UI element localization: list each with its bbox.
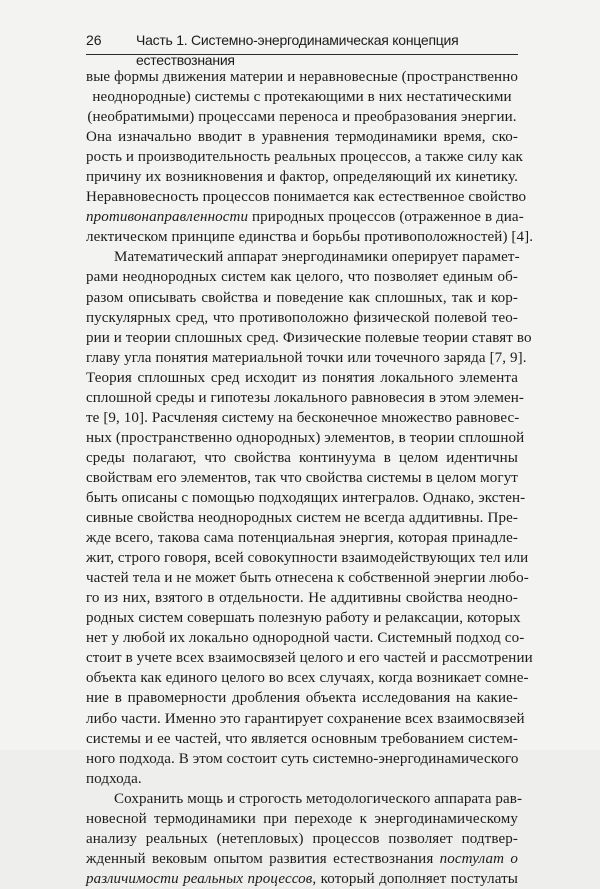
text-line: Неравновесность процессов понимается как естественное свойство <box>86 189 527 206</box>
text-line: Математический аппарат энергодинамики оперирует парамет- <box>114 249 520 266</box>
italic-term: различимости реальных процессов <box>86 870 313 887</box>
text-line: объекта как единого целого во всех случаях, когда возникает сомне- <box>86 670 529 687</box>
text-line: рость и производительность реальных процессов, а также силу как <box>86 149 523 166</box>
text-segment: природных процессов (отраженное в диа- <box>248 209 524 226</box>
text-line <box>86 849 518 869</box>
text-segment: жденный вековым опытом развития естествознания <box>86 850 440 867</box>
text-line: родных систем совершать полезную работу и релаксации, которых <box>86 610 521 627</box>
running-header <box>86 28 518 68</box>
text-line: анализу реальных (нетепловых) процессов позволяет подтвер- <box>86 830 518 847</box>
text-line: сивные свойства неоднородных систем не всегда аддитивны. Пре- <box>86 510 518 527</box>
text-line: жде всего, такова сама потенциальная энергия, которая принадле- <box>86 530 518 547</box>
text-line: свойствам его элементов, так что свойства системы в целом могут <box>86 469 518 486</box>
text-line: ние в правомерности дробления объекта исследования на какие- <box>86 690 518 707</box>
text-line: новесной термодинамики при переходе к энергодинамическому <box>86 810 518 827</box>
text-line: Сохранить мощь и строгость методологического аппарата рав- <box>114 790 523 807</box>
body-text <box>86 67 534 889</box>
text-line: стоит в учете всех взаимосвязей целого и его частей и рассмотрении <box>86 650 533 667</box>
text-line: рии и теории сплошных сред. Физические полевые теории ставят во <box>86 329 532 346</box>
text-line: либо части. Именно это гарантирует сохранение всех взаимосвязей <box>86 710 525 727</box>
running-title: Часть 1. Системно-энергодинамическая концепция естествознания <box>136 32 459 68</box>
text-line: разом описывать свойства и поведение как сплошных, так и кор- <box>86 289 518 306</box>
text-line <box>86 869 518 889</box>
text-line: пускулярных сред, что противоположно физической полевой тео- <box>86 309 518 326</box>
text-line: Теория сплошных сред исходит из понятия локального элемента <box>86 369 518 386</box>
text-line: нет у любой их локально однородной части. Системный подход со- <box>86 630 525 647</box>
text-line: сплошной среды и гипотезы локального равновесия в этом элемен- <box>86 389 524 406</box>
text-line: неоднородные) системы с протекающими в них нестатическими <box>92 89 512 106</box>
text-line: жит, строго говоря, всей совокупности взаимодействующих тел или <box>86 550 529 567</box>
text-line: среды полагают, что свойства континуума в целом идентичны <box>86 449 518 466</box>
text-line: (необратимыми) процессами переноса и преобразования энергии. <box>87 109 517 126</box>
text-line: ного подхода. В этом состоит суть системно-энергодинамического <box>86 750 519 767</box>
text-line: подхода. <box>86 770 142 787</box>
italic-term: постулат о <box>439 850 518 867</box>
text-line: системы и ее частей, что является основным требованием систем- <box>86 730 518 747</box>
text-line: частей тела и не может быть отнесена к собственной энергии любо- <box>86 570 529 587</box>
text-line: быть описаны с помощью подходящих интегралов. Однако, экстен- <box>86 489 526 506</box>
italic-term: противонаправленности <box>86 209 249 226</box>
text-line: вые формы движения материи и неравновесные (пространственно <box>86 69 518 85</box>
text-line: главу угла понятия материальной точки или точечного заряда [7, 9]. <box>86 349 527 366</box>
text-line: ных (пространственно однородных) элементов, в теории сплошной <box>86 429 525 446</box>
text-line <box>86 207 524 227</box>
text-segment: , который дополняет постулаты <box>312 870 518 887</box>
text-line: те [9, 10]. Расчленяя систему на бесконечное множество равновес- <box>86 409 520 426</box>
text-line: го из них, взятого в отдельности. Не аддитивны свойства неодно- <box>86 590 518 607</box>
text-line: Она изначально вводит в уравнения термодинамики время, ско- <box>86 129 518 146</box>
text-line: причину их возникновения и фактор, определяющий их кинетику. <box>86 169 518 186</box>
text-line: лектическом принципе единства и борьбы противоположностей) [4]. <box>86 229 534 246</box>
page-number: 26 <box>86 32 102 48</box>
text-line: рами неоднородных систем как целого, что позволяет единым об- <box>86 269 518 286</box>
